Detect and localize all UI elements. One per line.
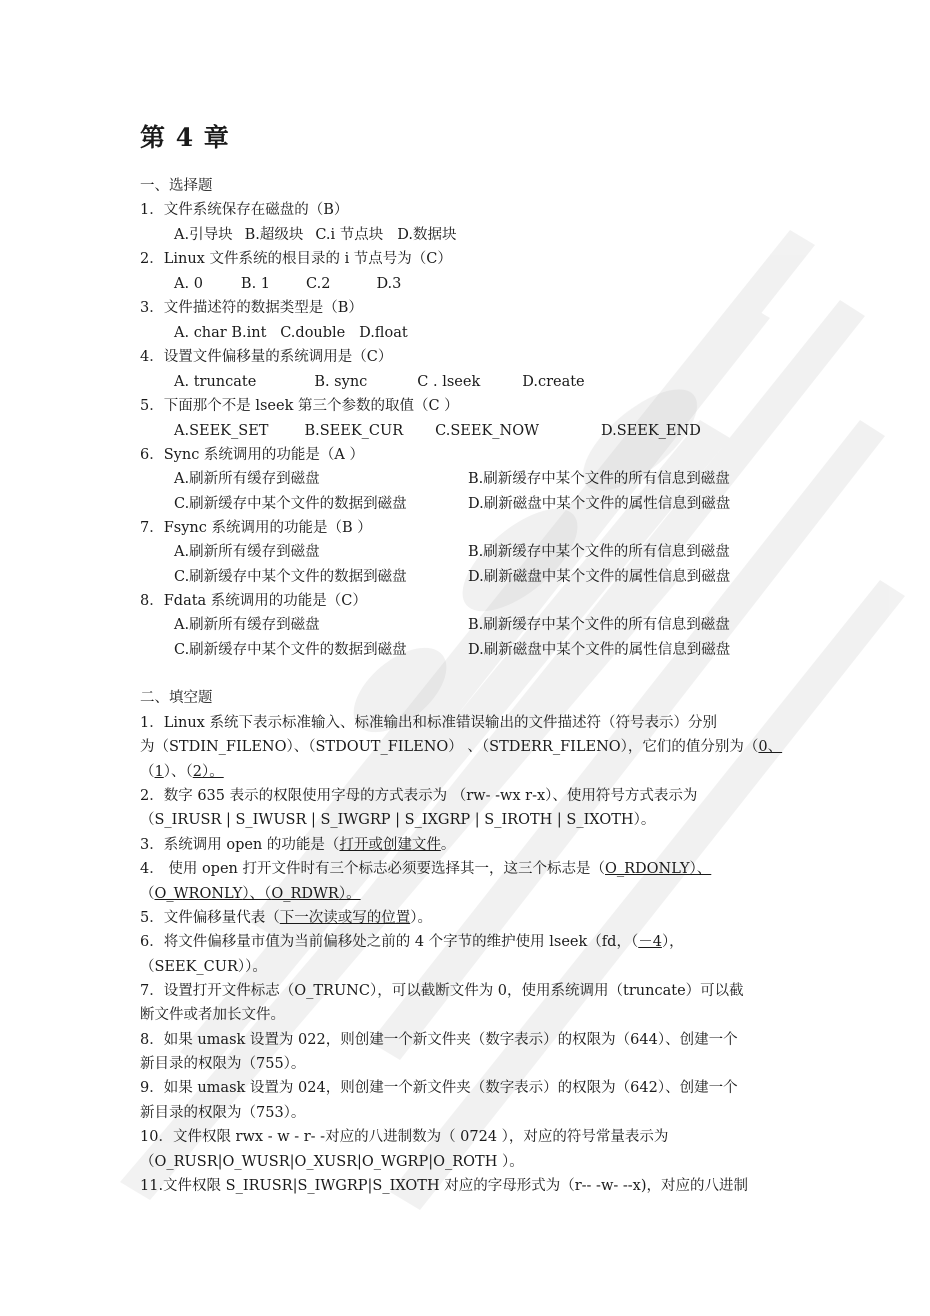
question-stem: 7．Fsync 系统调用的功能是（B ） [140,520,372,536]
option: D.SEEK_END [601,423,701,439]
option: D.刷新磁盘中某个文件的属性信息到磁盘 [468,642,731,658]
answer-blank: 下一次读或写的位置 [279,910,411,926]
answer-blank: 2 [192,764,202,780]
section-title: 二、填空题 [140,690,213,706]
fill-item: 7．设置打开文件标志（O_TRUNC），可以截断文件为 0，使用系统调用（truncate）可以截 [140,983,744,999]
option: C.刷新缓存中某个文件的数据到磁盘 [174,496,407,512]
question-stem: 1．文件系统保存在磁盘的（B） [140,202,349,218]
option: B. sync [314,374,368,390]
answer-blank: 1 [154,764,164,780]
fill-item: 4． 使用 open 打开文件时有三个标志必须要选择其一，这三个标志是（O_RDONLY）、 [140,861,712,877]
option: B. 1 [240,276,271,292]
fill-item: 11.文件权限 S_IRUSR|S_IWGRP|S_IXOTH 对应的字母形式为（r-- -w- --x)，对应的八进制 [140,1178,748,1194]
option: A.刷新所有缓存到磁盘 [174,617,320,633]
fill-item: 为（STDIN_FILENO）、（STDOUT_FILENO） 、（STDERR_FILENO），它们的值分别为（0、 [140,739,783,755]
option: C.2 [306,276,331,292]
option: D.3 [376,276,402,292]
fill-item: 10．文件权限 rwx - w - r- -对应的八进制数为（ 0724 ），对应的符号常量表示为 [140,1129,669,1145]
fill-item: （SEEK_CUR））。 [140,959,267,975]
fill-item: 6．将文件偏移量市值为当前偏移处之前的 4 个字节的维护使用 lseek（fd，（－4）， [140,934,684,950]
answer-blank: O_RDONLY [604,861,690,877]
option: A.刷新所有缓存到磁盘 [174,544,320,560]
answer-blank: O_WRONLY [154,886,243,902]
option: A. truncate [174,374,257,390]
option: A.引导块 [174,227,233,243]
option: A. char B.int C.double D.float [174,325,408,341]
question-stem: 2．Linux 文件系统的根目录的 i 节点号为（C） [140,251,452,267]
option: C.SEEK_NOW [435,423,540,439]
fill-item: （1）、（2）。 [140,764,224,780]
fill-item: 3．系统调用 open 的功能是（打开或创建文件。 [140,837,456,853]
answer-blank: 打开或创建文件 [339,837,441,853]
option: B.超级块 [244,227,304,243]
fill-item: 1．Linux 系统下表示标准输入、标准输出和标准错误输出的文件描述符（符号表示）分别 [140,715,717,731]
fill-item: 2．数字 635 表示的权限使用字母的方式表示为 （rw- -wx r-x）、使用符号方式表示为 [140,788,698,804]
question-options [174,225,457,245]
option: B.刷新缓存中某个文件的所有信息到磁盘 [468,544,730,560]
option: C . lseek [417,374,481,390]
option: B.刷新缓存中某个文件的所有信息到磁盘 [468,471,730,487]
fill-item: （O_WRONLY）、（O_RDWR）。 [140,886,361,902]
question-options [174,421,701,441]
answer-blank: 0、 [758,739,783,755]
fill-item: （S_IRUSR | S_IWUSR | S_IWGRP | S_IXGRP | S_IROTH | S_IXOTH）。 [140,812,656,828]
option: A.刷新所有缓存到磁盘 [174,471,320,487]
option: C.刷新缓存中某个文件的数据到磁盘 [174,642,407,658]
fill-item: 9．如果 umask 设置为 024，则创建一个新文件夹（数字表示）的权限为（642）、创建一个 [140,1080,738,1096]
section-title: 一、选择题 [140,178,213,194]
fill-item: 断文件或者加长文件。 [140,1007,285,1023]
fill-item: 8．如果 umask 设置为 022，则创建一个新文件夹（数字表示）的权限为（644）、创建一个 [140,1032,738,1048]
question-options [174,372,585,392]
fill-item: 5．文件偏移量代表（下一次读或写的位置）。 [140,910,432,926]
fill-item: （O_RUSR|O_WUSR|O_XUSR|O_WGRP|O_ROTH ）。 [140,1154,524,1170]
option: C.i 节点块 [315,227,384,243]
fill-item: 新目录的权限为（753）。 [140,1105,306,1121]
question-options [174,274,401,294]
question-stem: 6．Sync 系统调用的功能是（A ） [140,447,364,463]
option: A. 0 [174,276,203,292]
option: B.SEEK_CUR [304,423,404,439]
option: D.create [522,374,585,390]
option: D.数据块 [397,227,457,243]
option: C.刷新缓存中某个文件的数据到磁盘 [174,569,407,585]
question-stem: 4．设置文件偏移量的系统调用是（C） [140,349,393,365]
chapter-title: 第 4 章 [140,123,230,152]
option: A.SEEK_SET [174,423,269,439]
question-stem: 3．文件描述符的数据类型是（B） [140,300,363,316]
answer-blank: O_RDWR [271,886,339,902]
option: D.刷新磁盘中某个文件的属性信息到磁盘 [468,496,731,512]
option: B.刷新缓存中某个文件的所有信息到磁盘 [468,617,730,633]
question-stem: 8．Fdata 系统调用的功能是（C） [140,593,367,609]
fill-item: 新目录的权限为（755）。 [140,1056,306,1072]
question-stem: 5．下面那个不是 lseek 第三个参数的取值（C ） [140,398,459,414]
option: D.刷新磁盘中某个文件的属性信息到磁盘 [468,569,731,585]
answer-blank: －4 [638,934,662,950]
